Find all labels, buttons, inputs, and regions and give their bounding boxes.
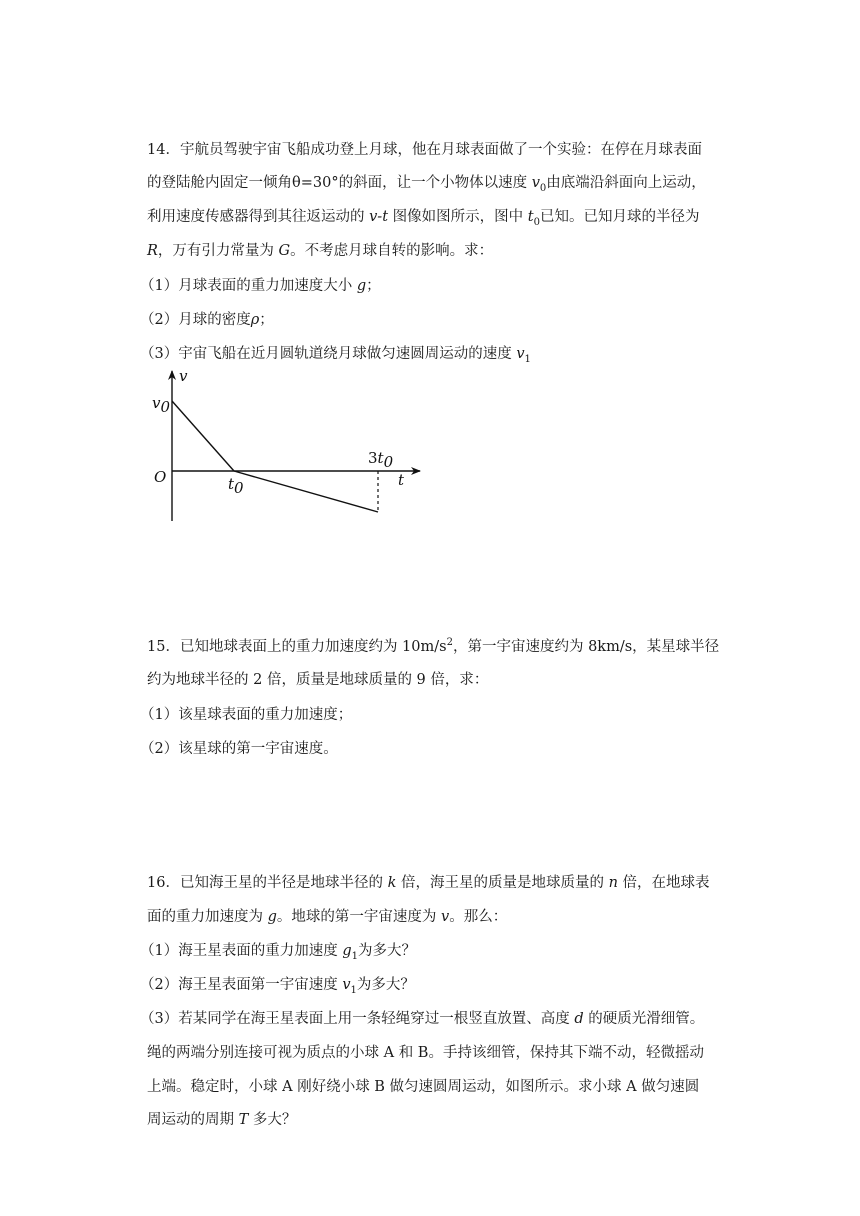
- q16-line-2: 面的重力加速度为 g。地球的第一宇宙速度为 v。那么：: [147, 909, 508, 925]
- q15-part-2: （2）该星球的第一宇宙速度。: [140, 741, 338, 757]
- y-axis-label: v: [179, 367, 188, 385]
- v0-label: v0: [152, 394, 171, 416]
- velocity-segment-up: [172, 401, 234, 471]
- 3t0-label: 3t0: [368, 449, 394, 471]
- t0-label: t0: [228, 475, 244, 497]
- vt-graph: [148, 365, 428, 525]
- q14-line-1: 14．宇航员驾驶宇宙飞船成功登上月球，他在月球表面做了一个实验：在停在月球表面: [147, 142, 702, 158]
- q16-part-3: （3）若某同学在海王星表面上用一条轻绳穿过一根竖直放置、高度 d 的硬质光滑细管。: [140, 1011, 705, 1027]
- q16-part-1: （1）海王星表面的重力加速度 $g_1$为多大？: [140, 943, 417, 962]
- q15-line-2: 约为地球半径的 2 倍，质量是地球质量的 9 倍，求：: [147, 672, 489, 688]
- origin-label: O: [154, 468, 167, 486]
- q16-line-e: 周运动的周期 T 多大？: [147, 1112, 297, 1128]
- q15-part-1: （1）该星球表面的重力加速度；: [140, 707, 353, 723]
- q16-line-c: 绳的两端分别连接可视为质点的小球 A 和 B。手持该细管，保持其下端不动，轻微摇动: [147, 1045, 704, 1061]
- q14-part-2: （2）月球的密度ρ；: [140, 312, 274, 328]
- q14-part-1: （1）月球表面的重力加速度大小 g；: [140, 278, 381, 294]
- q14-part-3: （3）宇宙飞船在近月圆轨道绕月球做匀速圆周运动的速度 $v_1$: [140, 346, 531, 365]
- q14-line-3: 利用速度传感器得到其往返运动的 v-t 图像如图所示，图中 $t_0$已知。已知月球的半径为: [147, 209, 700, 228]
- q15-line-1: 15．已知地球表面上的重力加速度约为 $10m/s^2$，第一宇宙速度约为 8km/s，某星球半径: [147, 637, 720, 655]
- x-axis-label: t: [398, 471, 405, 489]
- q16-line-d: 上端。稳定时，小球 A 刚好绕小球 B 做匀速圆周运动，如图所示。求小球 A 做匀速圆: [147, 1079, 700, 1095]
- q16-part-2: （2）海王星表面第一宇宙速度 $v_1$为多大？: [140, 977, 415, 996]
- q14-line-2: 的登陆舱内固定一倾角θ=30°的斜面，让一个小物体以速度 $v_0$由底端沿斜面向上运动，: [147, 175, 706, 194]
- q14-line-4: R，万有引力常量为 G。不考虑月球自转的影响。求：: [147, 243, 494, 259]
- velocity-segment-down: [234, 471, 378, 512]
- q16-line-1: 16．已知海王星的半径是地球半径的 k 倍，海王星的质量是地球质量的 n 倍，在地球表: [147, 875, 710, 891]
